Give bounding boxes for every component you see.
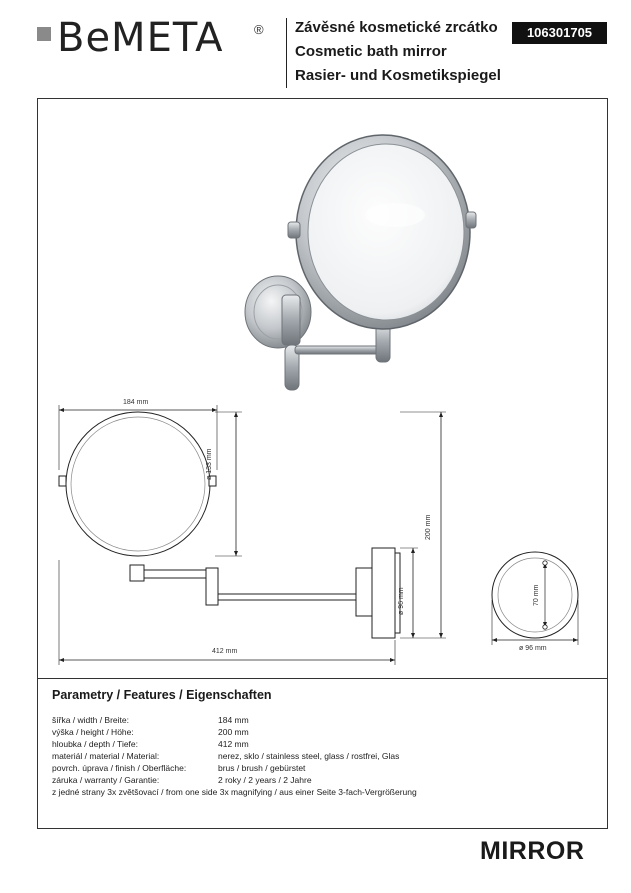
front-mirror-outer: [66, 412, 210, 556]
arm-pivot: [130, 565, 144, 581]
dim-height-label: 200 mm: [425, 514, 432, 540]
registered-mark: ®: [254, 22, 264, 37]
feature-value: 184 mm: [218, 715, 249, 725]
feature-label: hloubka / depth / Tiefe:: [52, 739, 139, 749]
dim-screw-spacing-label: 70 mm: [533, 584, 540, 606]
features-title: Parametry / Features / Eigenschaften: [52, 688, 272, 702]
dim-base-diameter-label: ø 96 mm: [519, 645, 547, 652]
feature-label: povrch. úprava / finish / Oberfläche:: [52, 763, 187, 773]
feature-label: materiál / material / Material:: [52, 751, 160, 761]
wall-plate-side: [372, 548, 395, 638]
feature-value: nerez, sklo / stainless steel, glass / rostfrei, Glas: [218, 751, 400, 761]
feature-label: šířka / width / Breite:: [52, 715, 129, 725]
title-en: Cosmetic bath mirror: [295, 43, 447, 60]
feature-label: záruka / warranty / Garantie:: [52, 775, 160, 785]
title-cz: Závěsné kosmetické zrcátko: [295, 19, 498, 36]
front-hinge-left: [59, 476, 66, 486]
product-code: 106301705: [512, 22, 607, 44]
arm-elbow: [206, 568, 218, 605]
feature-note: z jedné strany 3x zvětšovací / from one side 3x magnifying / aus einer Seite 3-fach-Vergrößerung: [52, 787, 417, 797]
dim-mirror-diameter-label: ø 133 mm: [206, 448, 213, 480]
brand-logo: BeMETA: [57, 15, 224, 61]
dim-width-label: 184 mm: [123, 399, 149, 406]
front-mirror-inner: [71, 417, 205, 551]
feature-label: výška / height / Höhe:: [52, 727, 134, 737]
feature-value: brus / brush / gebürstet: [218, 763, 306, 773]
title-de: Rasier- und Kosmetikspiegel: [295, 67, 501, 84]
dim-depth-label: 412 mm: [212, 648, 238, 655]
feature-value: 200 mm: [218, 727, 249, 737]
arm-mount-block: [356, 568, 372, 616]
category-label: MIRROR: [480, 837, 585, 865]
dim-base-side-label: ø 96 mm: [398, 587, 405, 615]
features-divider: [37, 678, 608, 679]
feature-value: 412 mm: [218, 739, 249, 749]
feature-value: 2 roky / 2 years / 2 Jahre: [218, 775, 312, 785]
